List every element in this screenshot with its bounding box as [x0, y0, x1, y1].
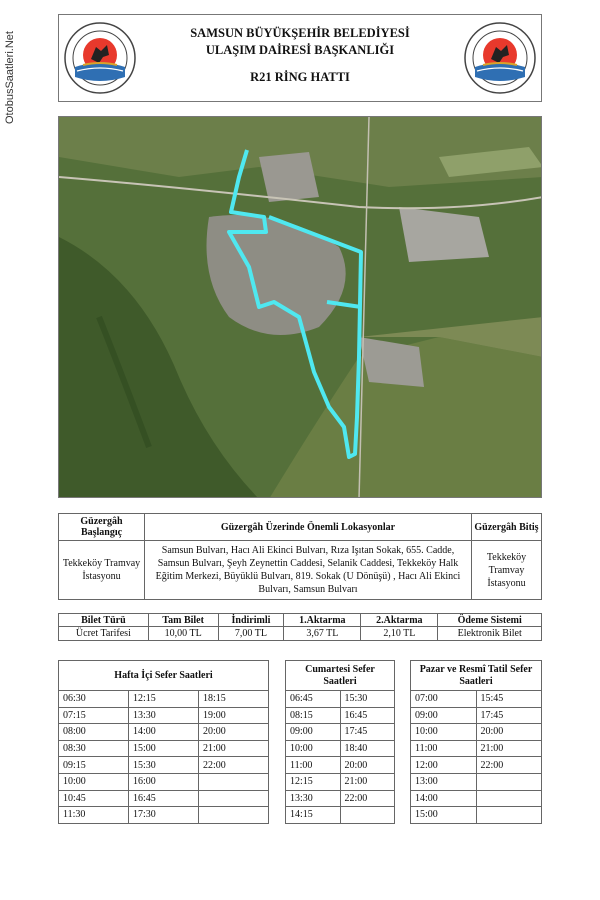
time-cell [199, 807, 269, 824]
table-row [411, 757, 542, 774]
time-cell [476, 790, 542, 807]
table-row [59, 691, 269, 708]
time-cell: 13:30 [129, 707, 199, 724]
ticket-header: İndirimli [218, 614, 284, 627]
sunday-holiday-schedule-table [410, 660, 542, 824]
time-cell: 07:15 [59, 707, 129, 724]
ticket-row [59, 627, 542, 641]
route-locations: Samsun Bulvarı, Hacı Ali Ekinci Bulvarı, Rıza Işıtan Sokak, 655. Cadde, Samsun Bulvarı, Şeyh Zeynettin Caddesi, Selanik Caddesi, Tekkeköy Halk Eğitim Merkezi, Büyüklü Bulvarı, 819. Sokak (U Dönüşü) , Hacı Ali Ekinci Bulvarı, Samsun Bulvarı [145, 541, 472, 600]
time-cell: 21:00 [476, 740, 542, 757]
time-cell: 10:00 [286, 740, 341, 757]
table-row [286, 757, 395, 774]
table-row [411, 807, 542, 824]
time-cell: 21:00 [199, 740, 269, 757]
time-cell: 16:00 [129, 773, 199, 790]
route-title: R21 RİNG HATTI [250, 70, 350, 84]
route-end-header: Güzergâh Bitiş [472, 514, 542, 541]
ticket-header-row [59, 614, 542, 627]
table-row [286, 691, 395, 708]
weekday-schedule-table [58, 660, 269, 824]
time-cell: 19:00 [199, 707, 269, 724]
time-cell: 10:45 [59, 790, 129, 807]
table-row [411, 724, 542, 741]
time-cell: 08:00 [59, 724, 129, 741]
saturday-schedule-table [285, 660, 395, 824]
weekday-schedule-title: Hafta İçi Sefer Saatleri [59, 661, 269, 691]
route-start: Tekkeköy Tramvay İstasyonu [59, 541, 145, 600]
ticket-cell: 3,67 TL [284, 627, 361, 641]
header-line-2: ULAŞIM DAİRESİ BAŞKANLIĞI [205, 43, 395, 57]
route-map [58, 116, 542, 498]
time-cell: 17:45 [340, 724, 395, 741]
satellite-map-image [59, 117, 542, 498]
table-row [59, 790, 269, 807]
ticket-fare-table [58, 613, 542, 641]
time-cell [199, 773, 269, 790]
table-row [286, 707, 395, 724]
ticket-cell: 10,00 TL [148, 627, 218, 641]
time-cell: 16:45 [129, 790, 199, 807]
time-cell: 15:45 [476, 691, 542, 708]
time-cell: 10:00 [59, 773, 129, 790]
time-cell: 15:00 [129, 740, 199, 757]
time-cell: 20:00 [199, 724, 269, 741]
ticket-header: Tam Bilet [148, 614, 218, 627]
time-cell: 16:45 [340, 707, 395, 724]
time-cell: 17:45 [476, 707, 542, 724]
time-cell: 15:30 [129, 757, 199, 774]
table-row [59, 707, 269, 724]
table-row [59, 724, 269, 741]
time-cell [199, 790, 269, 807]
time-cell: 20:00 [476, 724, 542, 741]
document-header [58, 14, 542, 102]
municipality-logo-right [463, 21, 537, 95]
time-cell: 15:00 [411, 807, 477, 824]
table-row [286, 724, 395, 741]
time-cell: 18:15 [199, 691, 269, 708]
table-row [411, 740, 542, 757]
time-cell: 11:30 [59, 807, 129, 824]
ticket-cell: Ücret Tarifesi [59, 627, 149, 641]
time-cell: 08:30 [59, 740, 129, 757]
time-cell: 10:00 [411, 724, 477, 741]
time-cell: 14:00 [411, 790, 477, 807]
table-row [411, 773, 542, 790]
table-row [411, 707, 542, 724]
table-row [59, 773, 269, 790]
time-cell: 06:30 [59, 691, 129, 708]
time-cell [476, 807, 542, 824]
table-row [59, 740, 269, 757]
route-locations-header: Güzergâh Üzerinde Önemli Lokasyonlar [145, 514, 472, 541]
sunday-schedule-title: Pazar ve Resmî Tatil Sefer Saatleri [411, 661, 542, 691]
table-row [59, 807, 269, 824]
time-cell: 13:00 [411, 773, 477, 790]
time-cell: 22:00 [476, 757, 542, 774]
time-cell: 08:15 [286, 707, 341, 724]
time-cell: 11:00 [286, 757, 341, 774]
time-cell: 07:00 [411, 691, 477, 708]
time-cell: 06:45 [286, 691, 341, 708]
header-line-1: SAMSUN BÜYÜKŞEHİR BELEDİYESİ [190, 26, 410, 40]
ticket-cell: Elektronik Bilet [438, 627, 542, 641]
municipality-logo-left [63, 21, 137, 95]
table-row [411, 691, 542, 708]
table-row [286, 790, 395, 807]
time-cell: 12:15 [129, 691, 199, 708]
table-row [286, 740, 395, 757]
table-row [286, 807, 395, 824]
table-row [411, 790, 542, 807]
route-end: Tekkeköy Tramvay İstasyonu [472, 541, 542, 600]
watermark-text: OtobusSaatleri.Net [4, 31, 16, 124]
route-start-header: Güzergâh Başlangıç [59, 514, 145, 541]
ticket-header: 1.Aktarma [284, 614, 361, 627]
time-cell: 15:30 [340, 691, 395, 708]
time-cell: 12:00 [411, 757, 477, 774]
ticket-header: Bilet Türü [59, 614, 149, 627]
time-cell: 09:00 [286, 724, 341, 741]
time-cell: 14:15 [286, 807, 341, 824]
time-cell: 11:00 [411, 740, 477, 757]
time-cell: 22:00 [340, 790, 395, 807]
time-cell: 13:30 [286, 790, 341, 807]
ticket-header: 2.Aktarma [361, 614, 438, 627]
ticket-header: Ödeme Sistemi [438, 614, 542, 627]
ticket-cell: 2,10 TL [361, 627, 438, 641]
time-cell: 17:30 [129, 807, 199, 824]
time-cell [476, 773, 542, 790]
time-cell: 09:15 [59, 757, 129, 774]
table-row [59, 757, 269, 774]
saturday-schedule-title: Cumartesi Sefer Saatleri [286, 661, 395, 691]
time-cell [340, 807, 395, 824]
time-cell: 21:00 [340, 773, 395, 790]
site-watermark [2, 14, 18, 124]
time-cell: 18:40 [340, 740, 395, 757]
table-row [286, 773, 395, 790]
time-cell: 20:00 [340, 757, 395, 774]
route-info-table [58, 513, 542, 600]
time-cell: 09:00 [411, 707, 477, 724]
time-cell: 22:00 [199, 757, 269, 774]
time-cell: 12:15 [286, 773, 341, 790]
time-cell: 14:00 [129, 724, 199, 741]
ticket-cell: 7,00 TL [218, 627, 284, 641]
